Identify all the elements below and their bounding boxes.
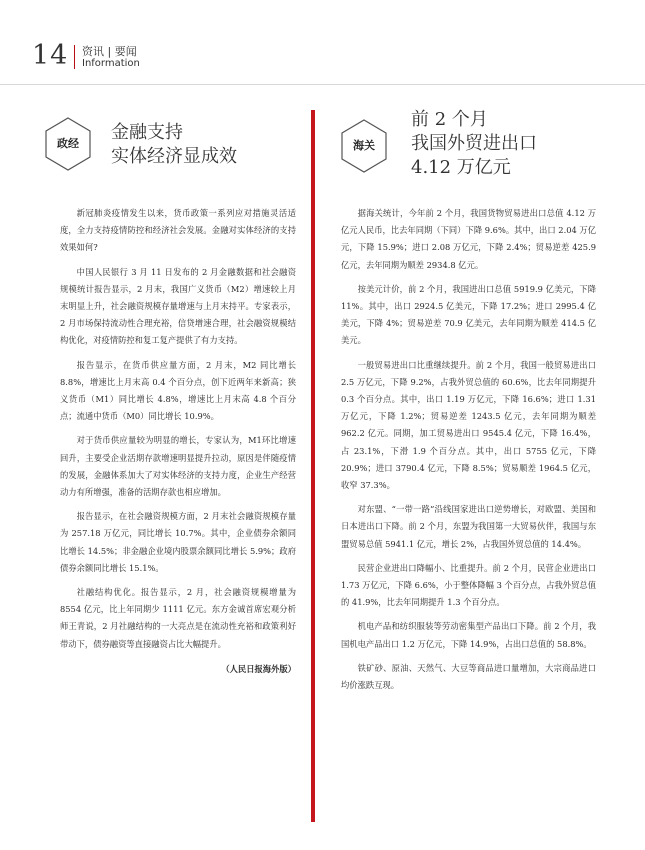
right-title-line-1: 前 2 个月	[411, 109, 488, 130]
category-badge-label: 海关	[353, 139, 375, 152]
column-divider	[311, 110, 315, 822]
paragraph: 对东盟、“一带一路”沿线国家进出口逆势增长，对欧盟、美国和日本进出口下降。前 2 个月，东盟为我国第一大贸易伙伴，我国与东盟贸易总值 5941.1 亿元，增长 2%，占我国外贸总值的 14.4%。	[341, 504, 596, 549]
right-title-line-2: 我国外贸进出口	[411, 133, 537, 154]
article-source: （人民日报海外版）	[221, 663, 296, 674]
paragraph: 报告显示，在社会融资规模方面，2 月末社会融资规模存量为 257.18 万亿元，同比增长 10.7%。其中，企业债券余额同比增长 14.5%；非金融企业境内股票余额同比增长 5.9%；政府债券余额同比增长 15.1%。	[60, 511, 296, 573]
paragraph: 据海关统计，今年前 2 个月，我国货物贸易进出口总值 4.12 万亿元人民币，比去年同期（下同）下降 9.6%。其中，出口 2.04 万亿元，下降 15.9%；进口 2.08 万亿元，下降 2.4%；贸易逆差 425.9 亿元，去年同期为顺差 2934.8 亿元。	[341, 208, 596, 270]
category-badge-politics	[44, 116, 92, 172]
paragraph: 对于货币供应量较为明显的增长，专家认为，M1环比增速回升，主要受企业活期存款增速明显提升拉动，原因是伴随疫情的发展，金融体系加大了对实体经济的支持力度，企业生产经营动力有所增强，准备的活期存款也相应增加。	[60, 435, 296, 498]
paragraph: 新冠肺炎疫情发生以来，货币政策一系列应对措施灵活适度，全力支持疫情防控和经济社会发展。金融对实体经济的支持效果如何?	[60, 208, 296, 253]
category-badge-label: 政经	[57, 137, 79, 150]
right-title-line-3: 4.12 万亿元	[411, 157, 511, 178]
paragraph: 铁矿砂、原油、天然气、大豆等商品进口量增加，大宗商品进口均价涨跌互现。	[341, 662, 596, 691]
header-separator	[74, 45, 75, 69]
paragraph: 中国人民银行 3 月 11 日发布的 2 月金融数据和社会融资规模统计报告显示，2 月末，我国广义货币（M2）增速较上月末明显上升，社会融资规模存量增速与上月末持平。专家表示，2 月市场保持流动性合理充裕，信贷增速合理，社会融资规模结构优化，对疫情防控和复工复产提供了有力支持。	[60, 266, 296, 346]
paragraph: 按美元计价，前 2 个月，我国进出口总值 5919.9 亿美元，下降 11%。其中，出口 2924.5 亿美元，下降 17.2%；进口 2995.4 亿美元，下降 4%；贸易逆差 70.9 亿美元，去年同期为顺差 414.5 亿美元。	[341, 283, 596, 346]
paragraph: 报告显示，在货币供应量方面，2 月末，M2 同比增长 8.8%，增速比上月末高 0.4 个百分点，创下近两年来新高；狭义货币（M1）同比增长 4.8%，增速比上月末高 4.8 个百分点；流通中货币（M0）同比增长 10.9%。	[60, 359, 296, 422]
page-number: 14	[32, 40, 69, 71]
right-article-body	[341, 205, 596, 694]
left-title-line-1: 金融支持	[111, 122, 183, 143]
left-article-title	[111, 121, 237, 169]
paragraph: 民营企业进出口降幅小、比重提升。前 2 个月，民营企业进出口 1.73 万亿元，下降 6.6%，小于整体降幅 3 个百分点，占我外贸总值的 41.9%，比去年同期提升 1.3 个百分点。	[341, 562, 596, 608]
section-title-cn: 资讯 | 要闻	[82, 45, 137, 58]
left-title-line-2: 实体经济显成效	[111, 146, 237, 167]
left-article-body	[60, 205, 296, 678]
section-title-en: Information	[82, 58, 140, 69]
paragraph: 社融结构优化。报告显示，2 月，社会融资规模增量为 8554 亿元，比上年同期少 1111 亿元。东方金诚首席宏观分析师王青说，2 月社融结构的一大亮点是在流动性充裕和政策利好带动下，债券融资等直接融资占比大幅提升。	[60, 587, 296, 649]
header-rule	[0, 84, 645, 85]
paragraph: 一般贸易进出口比重继续提升。前 2 个月，我国一般贸易进出口 2.5 万亿元，下降 9.2%，占我外贸总值的 60.6%，比去年同期提升 0.3 个百分点。其中，出口 1.19 万亿元，下降 16.6%；进口 1.31 万亿元，下降 1.2%；贸易逆差 1243.5 亿元，去年同期为顺差 962.2 亿元。同期，加工贸易进出口 9545.4 亿元，下降 16.4%，占 23.1%，下滑 1.9 个百分点。其中，出口 5755 亿元，下降 20.9%；进口 3790.4 亿元，下降 8.5%；贸易顺差 1964.5 亿元，收窄 37.3%。	[341, 359, 596, 491]
paragraph: 机电产品和纺织服装等劳动密集型产品出口下降。前 2 个月，我国机电产品出口 1.2 万亿元，下降 14.9%，占出口总值的 58.8%。	[341, 621, 596, 649]
category-badge-customs	[340, 118, 388, 174]
right-article-title	[411, 108, 537, 180]
